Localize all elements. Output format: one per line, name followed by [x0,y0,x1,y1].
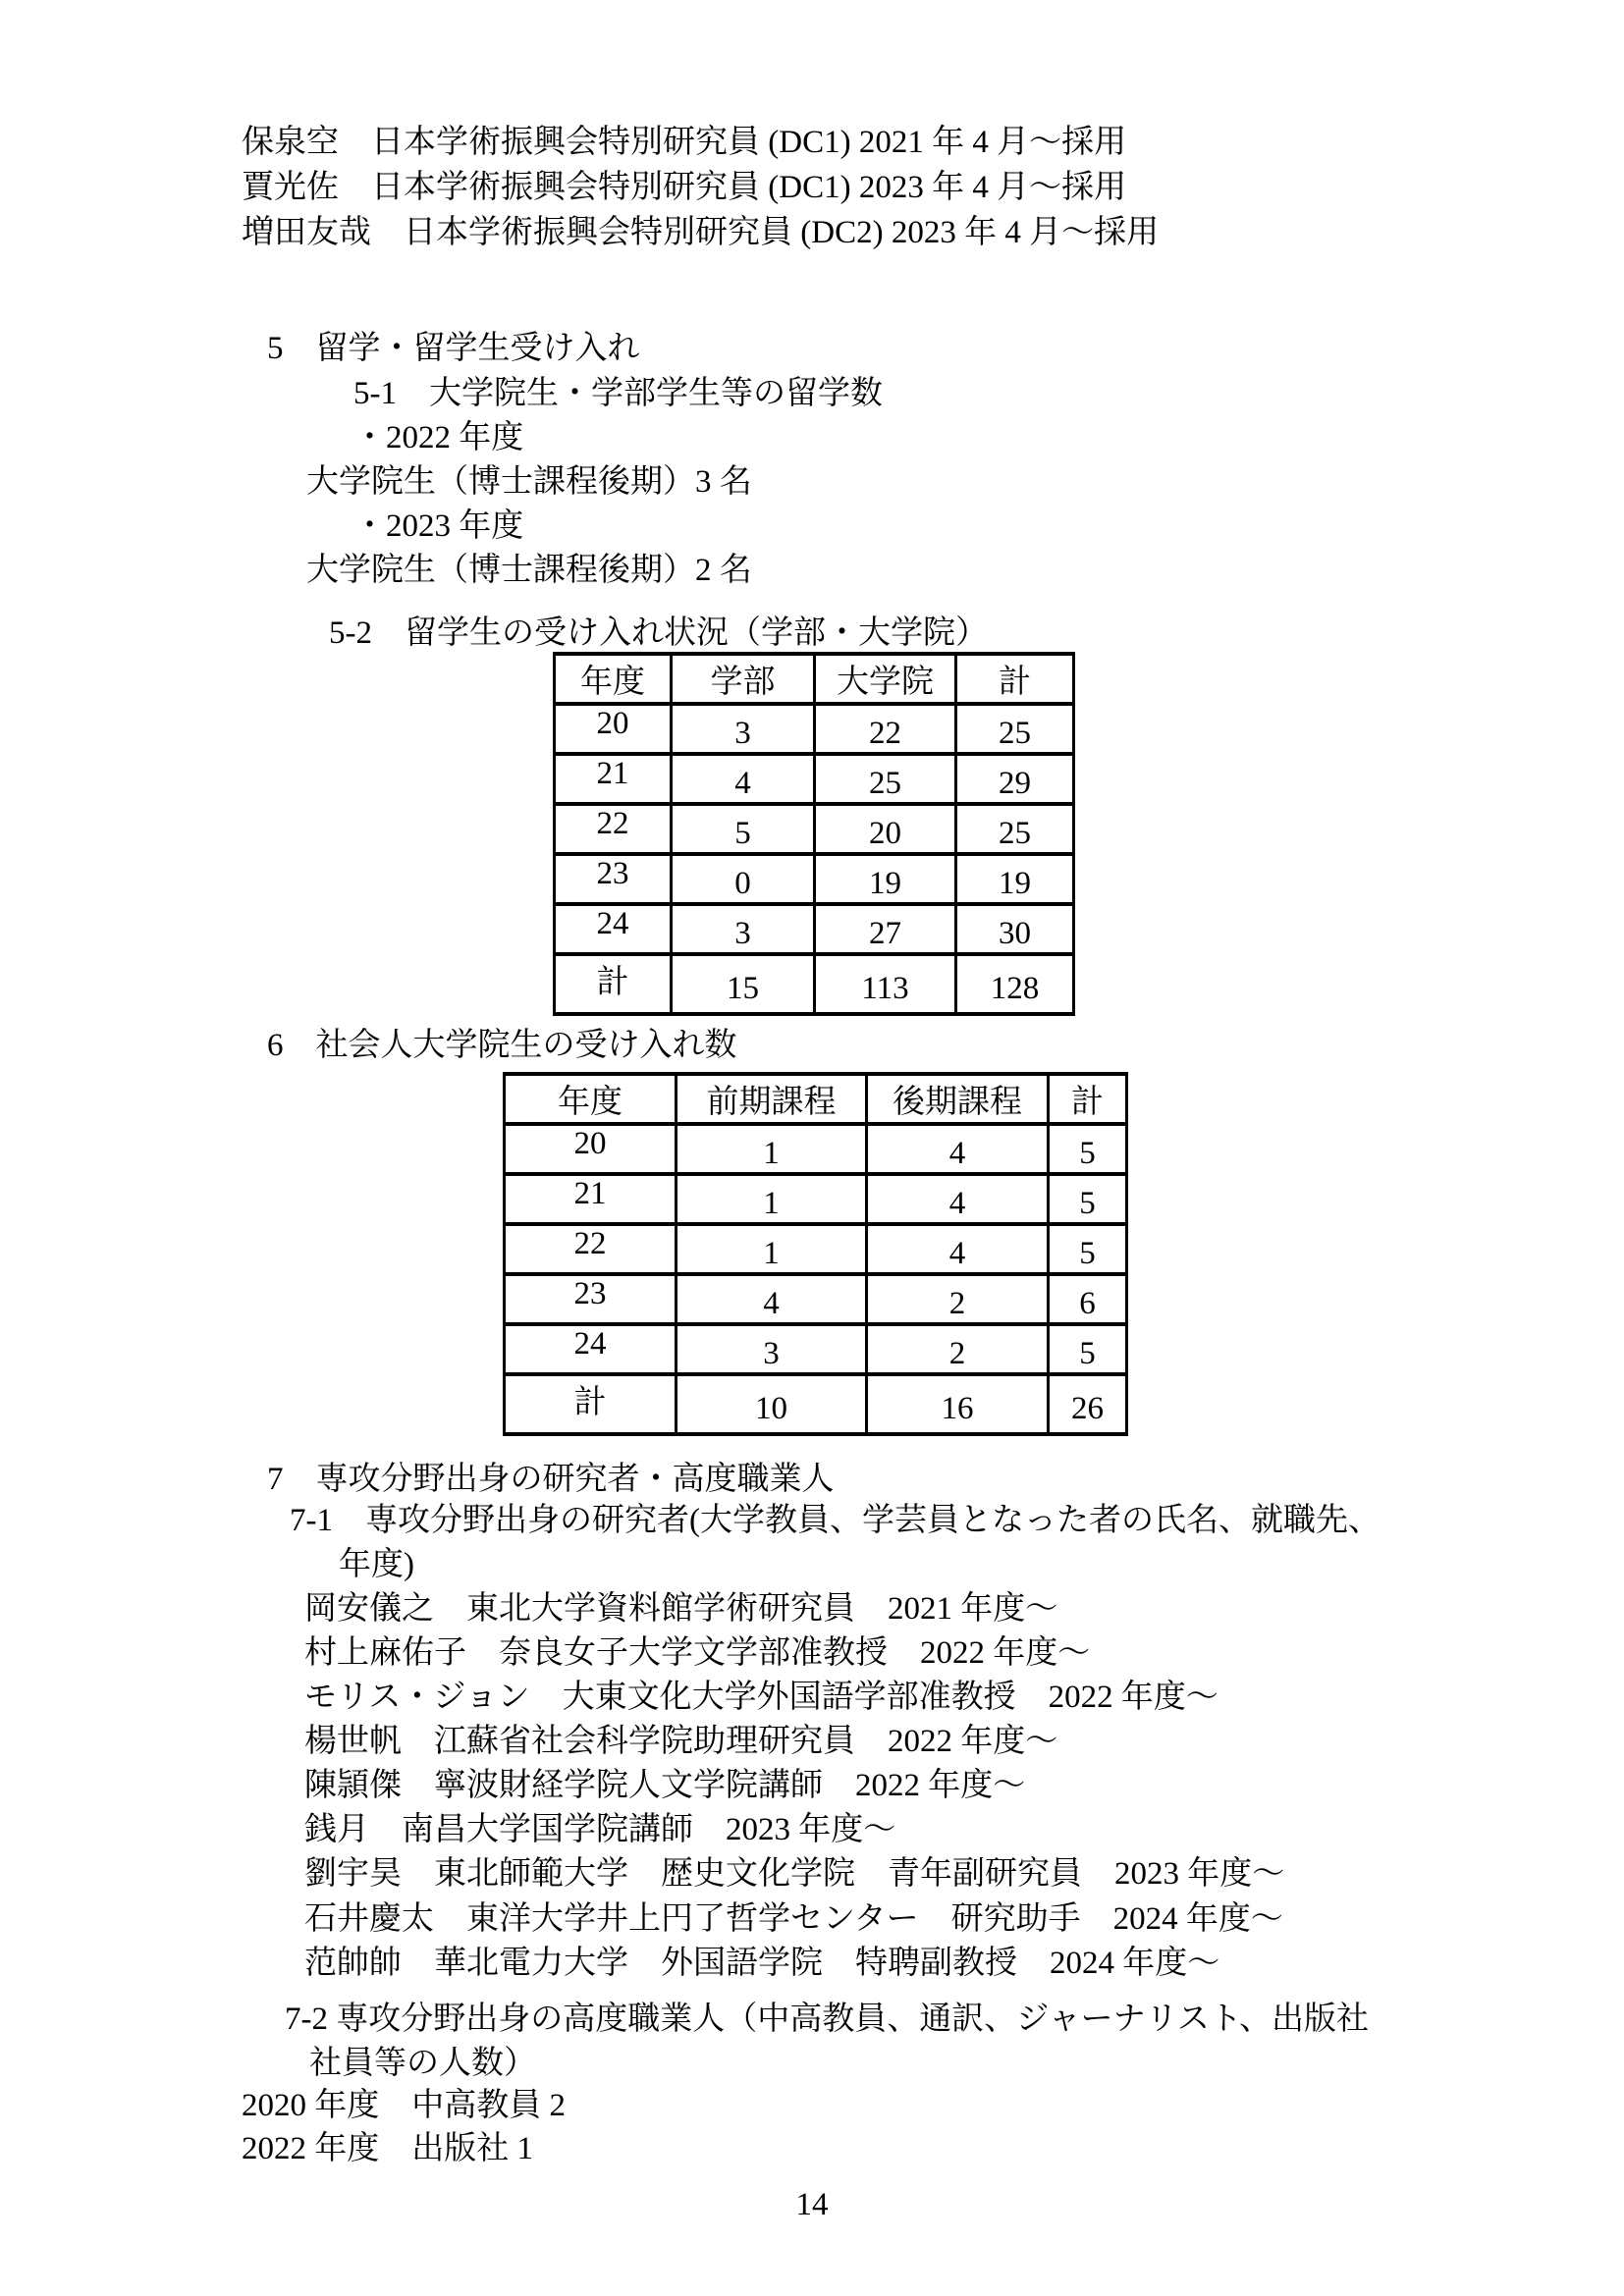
table-row [555,904,1074,954]
table-cell: 24 [555,904,672,954]
table-row [505,1224,1127,1274]
table-cell: 113 [815,954,956,1014]
table-cell: 0 [672,854,815,904]
table-cell: 4 [867,1124,1049,1174]
table-cell: 19 [956,854,1074,904]
section-5-2-heading: 5-2 留学生の受け入れ状況（学部・大学院） [329,615,988,651]
table-header-cell: 計 [1049,1074,1127,1124]
grad-students-2022: 大学院生（博士課程後期）3 名 [306,464,752,500]
table-cell: 25 [956,804,1074,854]
table-cell: 2 [867,1324,1049,1374]
table-row [505,1374,1127,1434]
table-cell: 20 [555,704,672,754]
table-cell: 10 [677,1374,867,1434]
table-header-cell: 年度 [555,654,672,704]
table-row [505,1124,1127,1174]
section-7-1-heading: 7-1 専攻分野出身の研究者(大学教員、学芸員となった者の氏名、就職先、 [290,1503,1380,1538]
table-cell: 29 [956,754,1074,804]
researcher-line: 陳頴傑 寧波財経学院人文学院講師 2022 年度～ [304,1768,1026,1803]
table-cell: 4 [867,1224,1049,1274]
table-header-cell: 前期課程 [677,1074,867,1124]
table-cell: 4 [677,1274,867,1324]
table-row [555,854,1074,904]
table-cell: 計 [505,1374,677,1434]
section-7-2-continuation: 社員等の人数） [309,2046,536,2081]
researcher-line: 范帥帥 華北電力大学 外国語学院 特聘副教授 2024 年度～ [304,1946,1220,1981]
table-cell: 20 [815,804,956,854]
table-cell: 計 [555,954,672,1014]
table-row [555,704,1074,754]
year-2023-bullet: ・2023 年度 [353,508,524,544]
table-header-cell: 計 [956,654,1074,704]
table-cell: 30 [956,904,1074,954]
table-row [555,754,1074,804]
table-row [505,1324,1127,1374]
table-cell: 5 [1049,1324,1127,1374]
table-cell: 26 [1049,1374,1127,1434]
table-cell: 3 [672,704,815,754]
section-5-1-heading: 5-1 大学院生・学部学生等の留学数 [353,376,883,411]
page-number: 14 [795,2187,829,2222]
table-cell: 22 [505,1224,677,1274]
table-cell: 4 [867,1174,1049,1224]
table-cell: 5 [1049,1174,1127,1224]
table-row [555,954,1074,1014]
professionals-2022-line: 2022 年度 出版社 1 [242,2131,533,2166]
table-cell: 25 [815,754,956,804]
table-cell: 4 [672,754,815,804]
table-cell: 19 [815,854,956,904]
table-header-cell: 学部 [672,654,815,704]
study-abroad-acceptance-table [553,652,1075,1016]
table-row [555,804,1074,854]
researcher-line: 劉宇昊 東北師範大学 歴史文化学院 青年副研究員 2023 年度～ [304,1856,1285,1892]
section-6-heading: 6 社会人大学院生の受け入れ数 [267,1028,737,1063]
jsps-fellow-line: 増田友哉 日本学術振興会特別研究員 (DC2) 2023 年 4 月～採用 [242,215,1160,250]
grad-students-2023: 大学院生（博士課程後期）2 名 [306,553,752,588]
table-cell: 24 [505,1324,677,1374]
jsps-fellow-line: 賈光佐 日本学術振興会特別研究員 (DC1) 2023 年 4 月～採用 [242,170,1127,205]
researcher-line: 銭月 南昌大学国学院講師 2023 年度～ [304,1812,896,1847]
table-cell: 21 [555,754,672,804]
table-cell: 128 [956,954,1074,1014]
table-cell: 5 [1049,1224,1127,1274]
table-cell: 1 [677,1224,867,1274]
table-cell: 23 [505,1274,677,1324]
table-cell: 1 [677,1124,867,1174]
researcher-line: 楊世帆 江蘇省社会科学院助理研究員 2022 年度～ [304,1724,1058,1759]
researcher-line: 岡安儀之 東北大学資料館学術研究員 2021 年度～ [304,1591,1058,1627]
table-cell: 27 [815,904,956,954]
table-cell: 3 [672,904,815,954]
section-7-1-continuation: 年度) [339,1547,414,1582]
year-2022-bullet: ・2022 年度 [353,420,524,455]
table-header-cell: 大学院 [815,654,956,704]
researcher-line: モリス・ジョン 大東文化大学外国語学部准教授 2022 年度～ [304,1680,1218,1715]
researcher-line: 村上麻佑子 奈良女子大学文学部准教授 2022 年度～ [304,1635,1091,1671]
table-cell: 21 [505,1174,677,1224]
table-cell: 16 [867,1374,1049,1434]
jsps-fellow-line: 保泉空 日本学術振興会特別研究員 (DC1) 2021 年 4 月～採用 [242,125,1127,160]
table-cell: 5 [1049,1124,1127,1174]
researcher-line: 石井慶太 東洋大学井上円了哲学センター 研究助手 2024 年度～ [304,1901,1283,1937]
table-row [505,1274,1127,1324]
table-cell: 23 [555,854,672,904]
table-header-cell: 後期課程 [867,1074,1049,1124]
section-5-heading: 5 留学・留学生受け入れ [267,331,640,366]
table-cell: 2 [867,1274,1049,1324]
section-7-2-heading: 7-2 専攻分野出身の高度職業人（中高教員、通訳、ジャーナリスト、出版社 [285,2002,1369,2037]
section-7-heading: 7 専攻分野出身の研究者・高度職業人 [267,1462,835,1497]
table-cell: 6 [1049,1274,1127,1324]
working-adult-grad-table [503,1072,1128,1436]
table-cell: 1 [677,1174,867,1224]
table-cell: 22 [555,804,672,854]
table-header-cell: 年度 [505,1074,677,1124]
table-cell: 3 [677,1324,867,1374]
table-cell: 15 [672,954,815,1014]
table-cell: 22 [815,704,956,754]
table-cell: 25 [956,704,1074,754]
table-row [505,1174,1127,1224]
table-cell: 5 [672,804,815,854]
professionals-2020-line: 2020 年度 中高教員 2 [242,2088,566,2123]
table-cell: 20 [505,1124,677,1174]
